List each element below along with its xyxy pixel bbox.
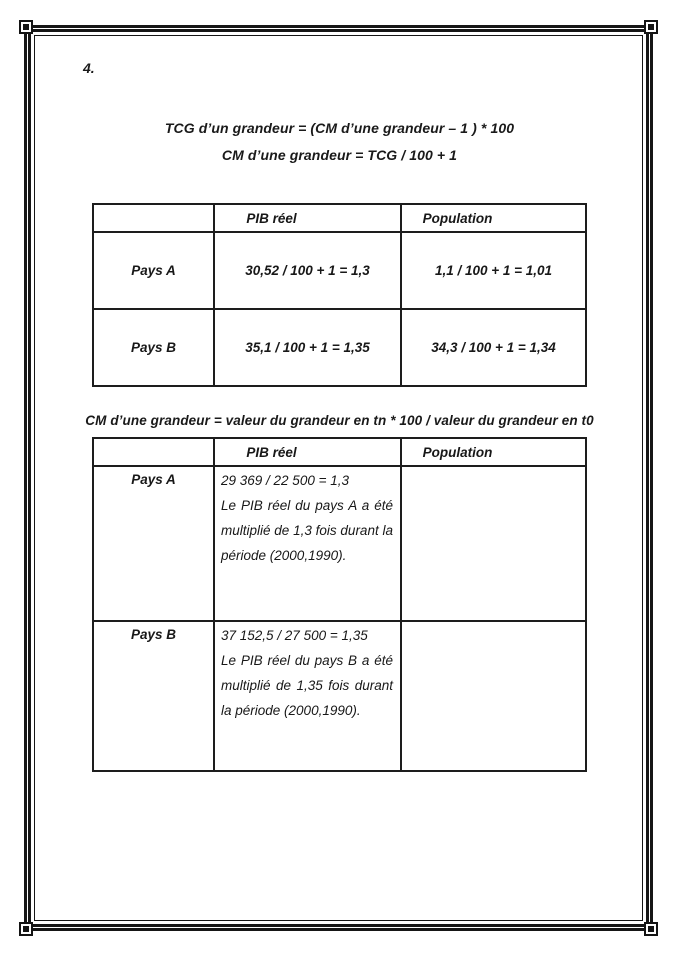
row-label-pays-a: Pays A xyxy=(93,466,214,621)
table-header-row xyxy=(93,204,586,232)
pays-b-pib-value: 35,1 / 100 + 1 = 1,35 xyxy=(214,309,401,386)
row-label-pays-b: Pays B xyxy=(93,621,214,771)
corner-ornament-bottom-right xyxy=(644,922,658,936)
cm-calculation-table xyxy=(92,203,587,387)
table-row xyxy=(93,232,586,309)
pays-b-population-value: 34,3 / 100 + 1 = 1,34 xyxy=(401,309,586,386)
corner-ornament-top-left xyxy=(19,20,33,34)
header-population: Population xyxy=(401,438,586,466)
table-row xyxy=(93,309,586,386)
formula-tcg: TCG d’un grandeur = (CM d’une grandeur – 1 ) * 100 xyxy=(164,120,515,136)
header-pib-reel: PIB réel xyxy=(214,204,401,232)
pays-a-population-cell xyxy=(401,466,586,621)
header-pib-reel: PIB réel xyxy=(214,438,401,466)
table-row xyxy=(93,621,586,771)
corner-ornament-top-right xyxy=(644,20,658,34)
header-empty-cell xyxy=(93,204,214,232)
pays-a-population-value: 1,1 / 100 + 1 = 1,01 xyxy=(401,232,586,309)
header-population: Population xyxy=(401,204,586,232)
table-header-row xyxy=(93,438,586,466)
formula-cm: CM d’une grandeur = TCG / 100 + 1 xyxy=(221,147,458,163)
table-row xyxy=(93,466,586,621)
pays-a-pib-value: 30,52 / 100 + 1 = 1,3 xyxy=(214,232,401,309)
multiplier-table xyxy=(92,437,587,772)
corner-ornament-bottom-left xyxy=(19,922,33,936)
row-label-pays-b: Pays B xyxy=(93,309,214,386)
row-label-pays-a: Pays A xyxy=(93,232,214,309)
pays-a-pib-calculation: 29 369 / 22 500 = 1,3 xyxy=(221,473,349,488)
pays-a-pib-cell xyxy=(214,466,401,621)
pays-b-pib-note: Le PIB réel du pays B a été multiplié de 1,35 fois durant la période (2000,1990). xyxy=(221,653,393,718)
pays-a-pib-note: Le PIB réel du pays A a été multiplié de 1,3 fois durant la période (2000,1990). xyxy=(221,498,393,563)
pays-b-population-cell xyxy=(401,621,586,771)
pays-b-pib-cell xyxy=(214,621,401,771)
header-empty-cell xyxy=(93,438,214,466)
pays-b-pib-calculation: 37 152,5 / 27 500 = 1,35 xyxy=(221,628,368,643)
formula-cm-long: CM d’une grandeur = valeur du grandeur en tn * 100 / valeur du grandeur en t0 xyxy=(85,413,594,428)
item-number: 4. xyxy=(83,60,95,76)
